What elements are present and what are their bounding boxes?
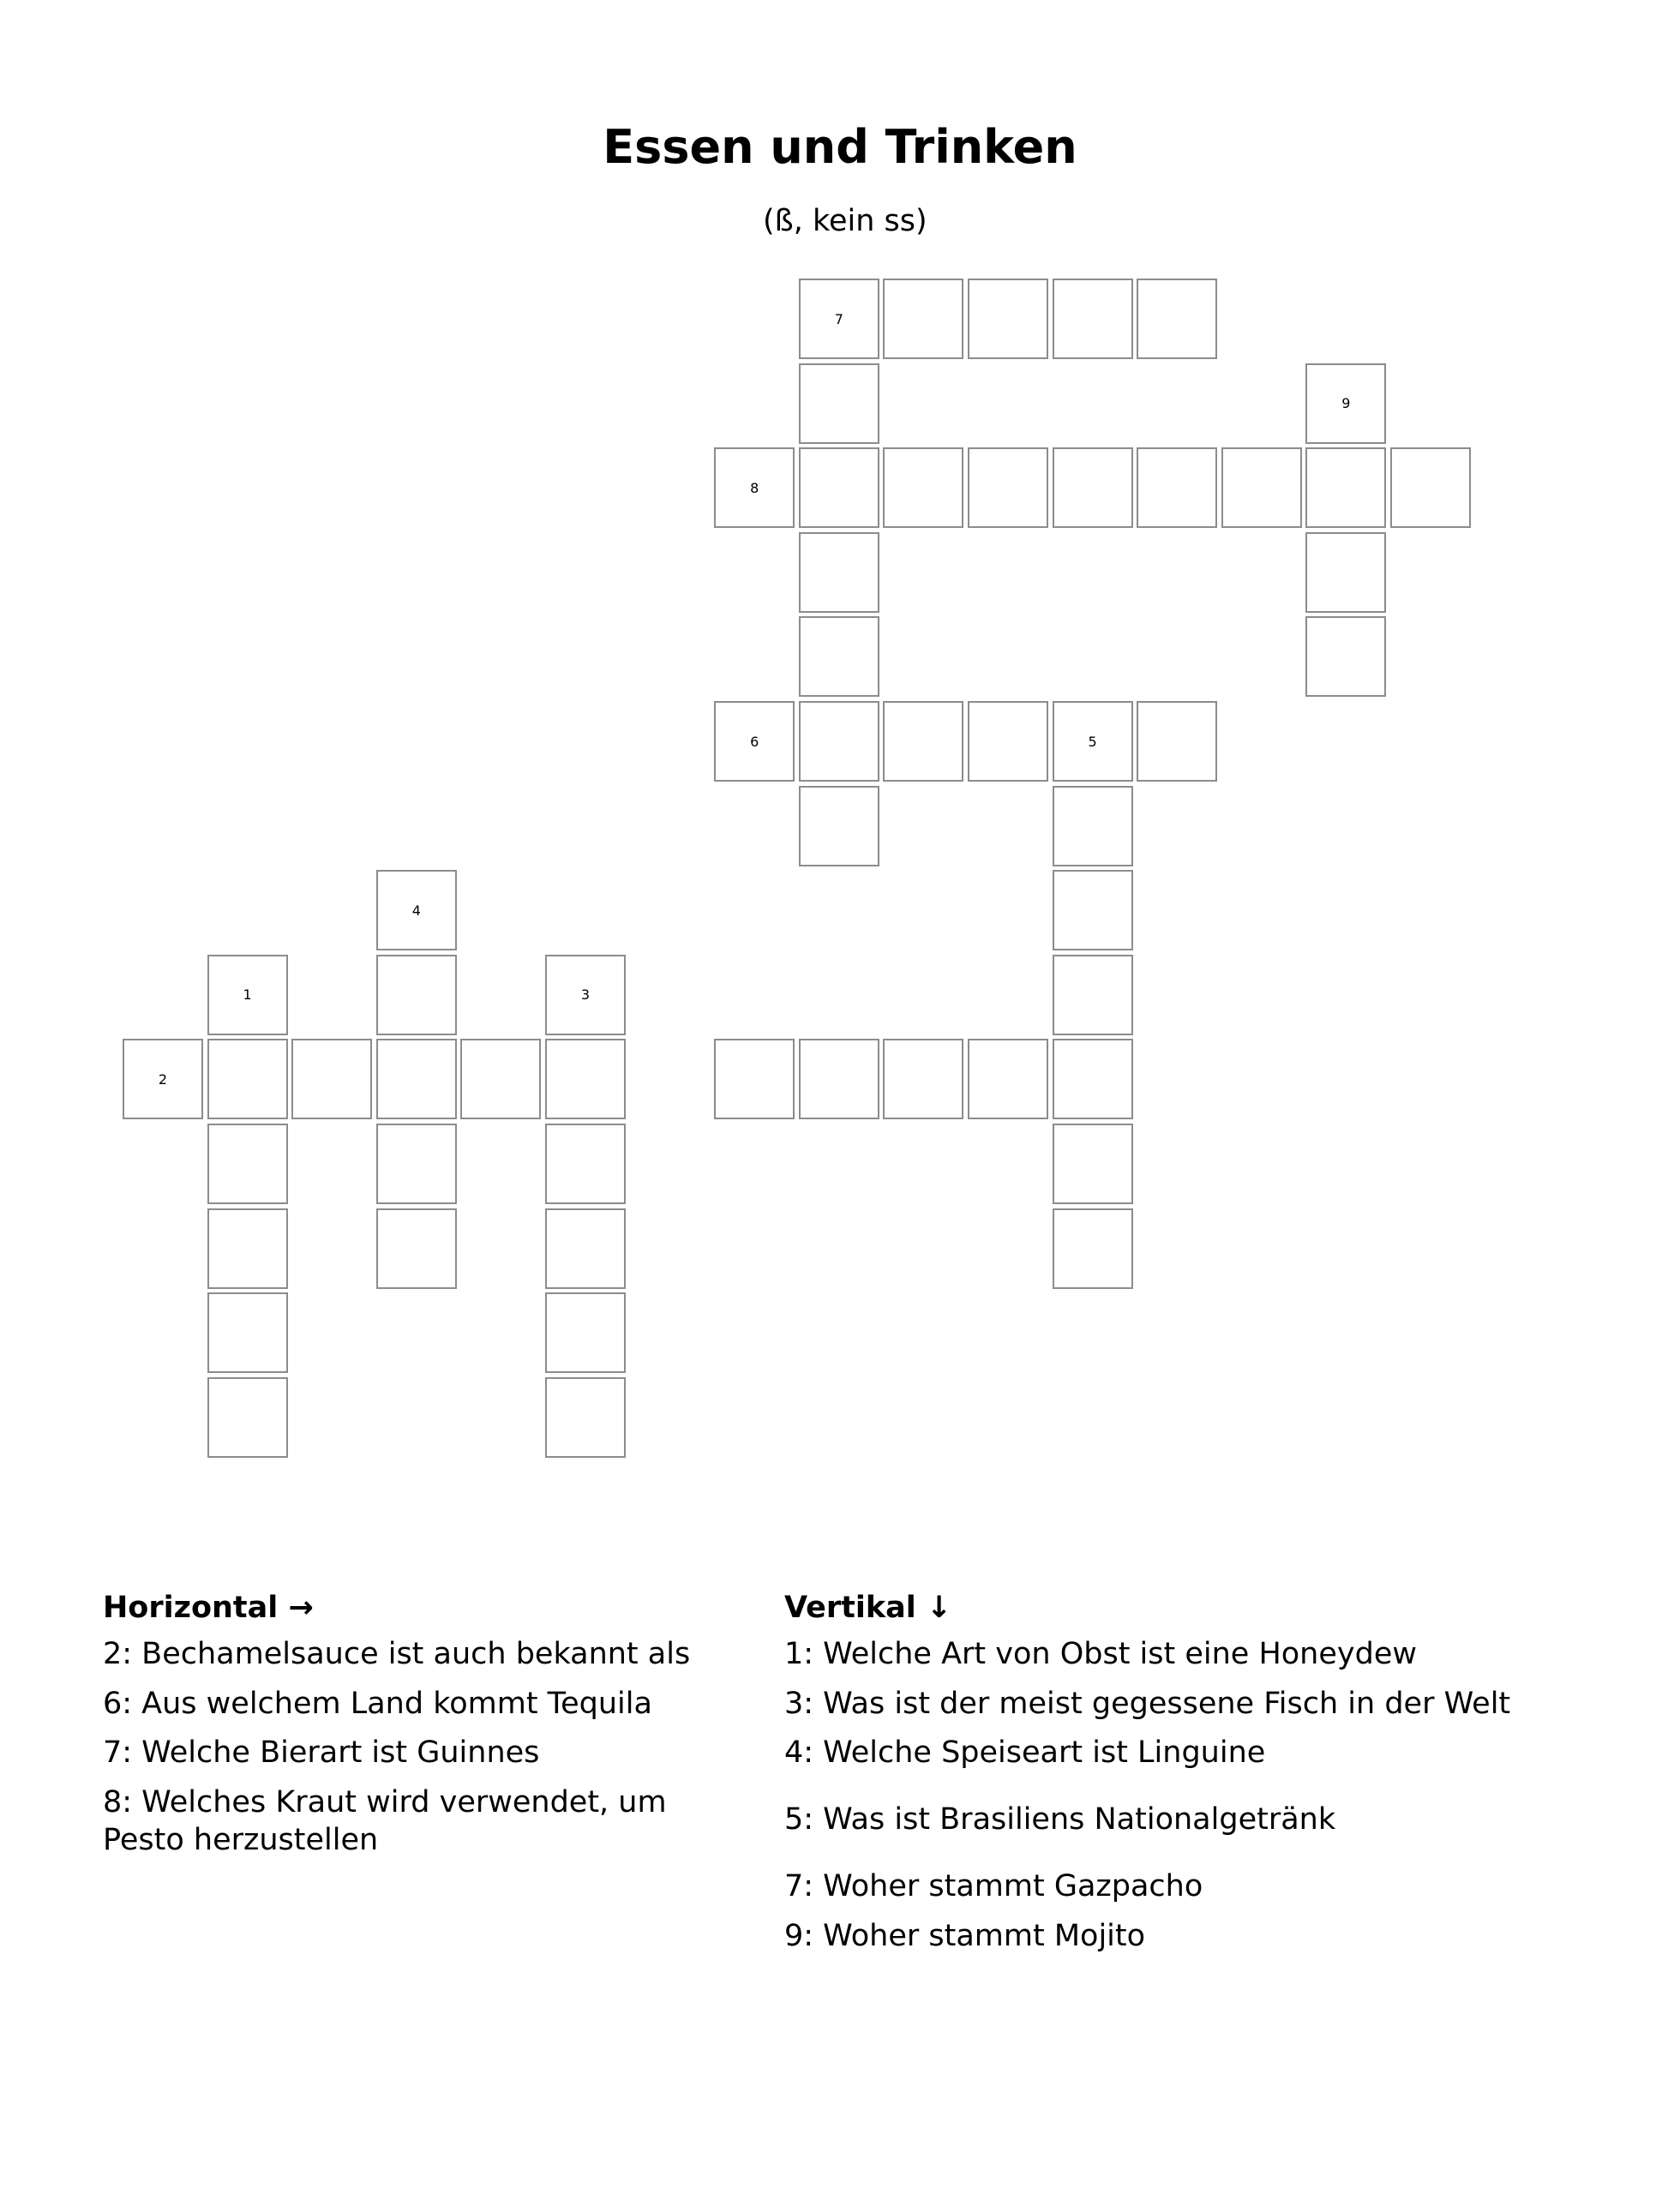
crossword-cell[interactable]	[799, 363, 879, 444]
clues-across-heading: Horizontal →	[103, 1591, 314, 1625]
clue-number: 2	[158, 1070, 168, 1088]
crossword-cell[interactable]	[1053, 279, 1133, 359]
crossword-cell[interactable]	[799, 786, 879, 866]
clues-down-heading: Vertikal ↓	[784, 1591, 952, 1625]
crossword-cell[interactable]	[207, 1208, 288, 1289]
crossword-cell[interactable]	[1053, 1124, 1133, 1204]
crossword-cell[interactable]	[123, 1039, 203, 1119]
crossword-cell[interactable]	[291, 1039, 372, 1119]
crossword-cell[interactable]	[968, 701, 1048, 782]
crossword-cell[interactable]	[799, 279, 879, 359]
crossword-cell[interactable]	[207, 955, 288, 1035]
crossword-cell[interactable]	[376, 1124, 457, 1204]
clue-across-8: 8: Welches Kraut wird verwendet, um Pesto herzustellen	[103, 1785, 667, 1857]
crossword-cell[interactable]	[714, 447, 795, 528]
crossword-cell[interactable]	[799, 1039, 879, 1119]
crossword-cell[interactable]	[1053, 870, 1133, 950]
crossword-cell[interactable]	[1053, 1039, 1133, 1119]
crossword-cell[interactable]	[207, 1377, 288, 1458]
clue-number: 6	[750, 733, 759, 750]
clue-down-4: 4: Welche Speiseart ist Linguine	[784, 1735, 1266, 1771]
crossword-cell[interactable]	[1053, 701, 1133, 782]
crossword-cell[interactable]	[545, 1124, 626, 1204]
crossword-cell[interactable]	[1053, 1208, 1133, 1289]
clues-across	[103, 1590, 737, 1872]
clue-number: 3	[580, 986, 591, 1004]
crossword-cell[interactable]	[968, 447, 1048, 528]
clue-down-5: 5: Was ist Brasiliens Nationalgetränk	[784, 1802, 1336, 1837]
crossword-cell[interactable]	[545, 955, 626, 1035]
clue-number: 5	[1088, 733, 1097, 750]
clue-across-6: 6: Aus welchem Land kommt Tequila	[103, 1686, 652, 1721]
crossword-cell[interactable]	[883, 701, 963, 782]
crossword-cell[interactable]	[460, 1039, 541, 1119]
crossword-cell[interactable]	[883, 1039, 963, 1119]
crossword-cell[interactable]	[883, 447, 963, 528]
clue-number: 8	[750, 479, 759, 496]
crossword-cell[interactable]	[545, 1208, 626, 1289]
clue-down-9: 9: Woher stammt Mojito	[784, 1918, 1146, 1953]
crossword-cell[interactable]	[1137, 279, 1217, 359]
clue-across-2: 2: Bechamelsauce ist auch bekannt als	[103, 1636, 691, 1671]
crossword-cell[interactable]	[799, 532, 879, 613]
crossword-cell[interactable]	[1390, 447, 1471, 528]
clues-down	[784, 1590, 1641, 1967]
crossword-cell[interactable]	[376, 1039, 457, 1119]
clue-number: 4	[411, 902, 421, 919]
crossword-cell[interactable]	[207, 1039, 288, 1119]
crossword-cell[interactable]	[714, 701, 795, 782]
crossword-cell[interactable]	[1305, 447, 1386, 528]
crossword-cell[interactable]	[1305, 532, 1386, 613]
crossword-cell[interactable]	[1053, 786, 1133, 866]
crossword-cell[interactable]	[376, 870, 457, 950]
clue-across-7: 7: Welche Bierart ist Guinnes	[103, 1735, 540, 1771]
crossword-cell[interactable]	[1305, 616, 1386, 697]
crossword-cell[interactable]	[1053, 447, 1133, 528]
crossword-cell[interactable]	[545, 1292, 626, 1373]
page-title: Essen und Trinken	[603, 120, 1077, 174]
crossword-cell[interactable]	[968, 1039, 1048, 1119]
crossword-cell[interactable]	[799, 616, 879, 697]
crossword-cell[interactable]	[376, 955, 457, 1035]
crossword-cell[interactable]	[968, 279, 1048, 359]
crossword-cell[interactable]	[207, 1292, 288, 1373]
crossword-cell[interactable]	[714, 1039, 795, 1119]
clue-number: 1	[243, 986, 252, 1004]
subtitle-note: (ß, kein ss)	[763, 204, 927, 238]
crossword-cell[interactable]	[1221, 447, 1302, 528]
clue-number: 7	[834, 310, 843, 327]
crossword-cell[interactable]	[883, 279, 963, 359]
crossword-cell[interactable]	[376, 1208, 457, 1289]
crossword-cell[interactable]	[1053, 955, 1133, 1035]
clue-down-7: 7: Woher stammt Gazpacho	[784, 1868, 1203, 1903]
crossword-cell[interactable]	[1137, 447, 1217, 528]
crossword-cell[interactable]	[545, 1377, 626, 1458]
crossword-cell[interactable]	[799, 447, 879, 528]
crossword-cell[interactable]	[207, 1124, 288, 1204]
clue-down-1: 1: Welche Art von Obst ist eine Honeydew	[784, 1636, 1417, 1671]
clue-down-3: 3: Was ist der meist gegessene Fisch in der Welt	[784, 1686, 1511, 1721]
crossword-cell[interactable]	[1305, 363, 1386, 444]
crossword-cell[interactable]	[545, 1039, 626, 1119]
crossword-cell[interactable]	[799, 701, 879, 782]
crossword-cell[interactable]	[1137, 701, 1217, 782]
clue-number: 9	[1341, 395, 1351, 412]
